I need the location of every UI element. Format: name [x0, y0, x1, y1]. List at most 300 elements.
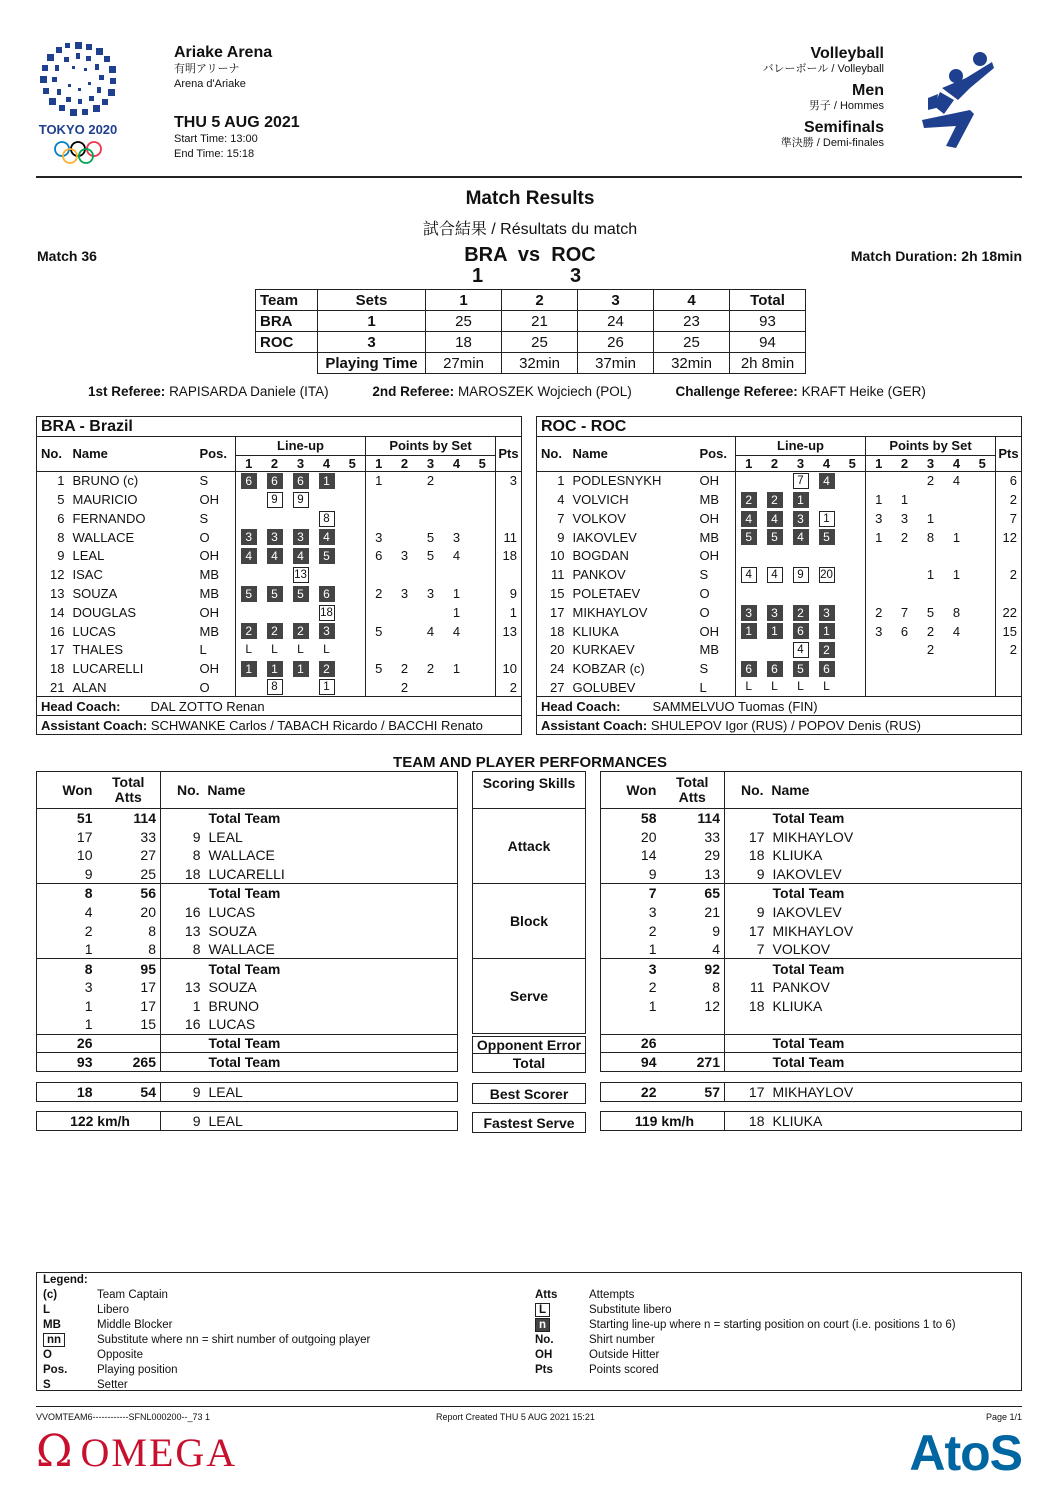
legend-key: Atts [535, 1289, 558, 1301]
lineup-cell [236, 678, 262, 697]
player-perf-row [37, 940, 458, 959]
legend-desc: Substitute where nn = shirt number of outgoing player [97, 1334, 371, 1346]
total-row [37, 1053, 458, 1072]
legend-key: nn [43, 1333, 65, 1347]
set-points [866, 546, 892, 565]
perf-player-no [725, 1053, 769, 1072]
player-perf-row [601, 978, 1022, 997]
starting-position-box: 1 [819, 623, 835, 639]
skill-serve: Serve [472, 959, 586, 1034]
lineup-cell [262, 659, 288, 678]
legend-row [37, 1348, 376, 1363]
set-points [944, 640, 970, 659]
lineup-cell [314, 678, 340, 697]
player-number: 16 [50, 623, 65, 639]
player-position: S [199, 473, 209, 489]
score-header: 3 [578, 290, 654, 311]
atts-value: 17 [97, 978, 161, 997]
set-score-table [255, 289, 806, 374]
perf-player-no: 7 [756, 941, 765, 958]
perf-player-no [161, 809, 205, 828]
set-points: 1 [926, 510, 935, 526]
lineup-cell [762, 603, 788, 622]
phase: Semifinals [803, 119, 884, 136]
player-perf-row [37, 996, 458, 1015]
set-points: 3 [866, 509, 892, 528]
assistant-coach-label: Assistant Coach: [541, 717, 648, 733]
lineup-cell [762, 509, 788, 528]
lineup-cell [236, 584, 262, 603]
won-value: 2 [648, 979, 657, 996]
starting-position-box: 3 [293, 529, 309, 545]
empty-cell [256, 353, 318, 374]
set-points [918, 678, 944, 697]
score-row-bra [256, 311, 806, 332]
lineup-cell [288, 678, 314, 697]
legend-key-cell [529, 1363, 583, 1378]
player-position: OH [699, 548, 719, 564]
atts-value: 95 [97, 959, 161, 978]
player-points [996, 584, 1022, 603]
player-position: OH [199, 661, 219, 677]
perf-roc [600, 771, 1022, 1131]
player-name: LEAL [72, 548, 105, 564]
col-name: Name [71, 437, 198, 472]
won-header: Won [626, 782, 657, 798]
set-points [366, 640, 392, 659]
lineup-cell [762, 546, 788, 565]
legend-desc: Starting line-up where n = starting position on court (i.e. positions 1 to 6) [589, 1319, 956, 1331]
player-name: ISAC [72, 567, 103, 583]
match-duration: Match Duration: 2h 18min [850, 248, 1022, 264]
score-header: 4 [654, 290, 730, 311]
player-number: 15 [550, 585, 565, 601]
player-number: 8 [57, 529, 65, 545]
set-points: 1 [866, 490, 892, 509]
player-position: S [699, 661, 709, 677]
atts-header: Total Atts [661, 772, 725, 809]
lineup-cell [340, 659, 366, 678]
lineup-cell [236, 659, 262, 678]
perf-player-name: KLIUKA [772, 847, 823, 864]
player-position: OH [199, 548, 219, 564]
legend-desc: Opposite [97, 1349, 144, 1361]
player-name: LUCARELLI [72, 661, 144, 677]
won-value: 3 [84, 979, 93, 996]
lineup-cell [788, 509, 814, 528]
starting-position-box: 6 [767, 661, 783, 677]
legend-row [37, 1378, 376, 1393]
player-points: 2 [496, 678, 522, 697]
atts-value: 65 [661, 884, 725, 903]
atts-value: 20 [97, 902, 161, 921]
won-value: 26 [640, 1035, 657, 1052]
player-perf-row [601, 846, 1022, 865]
total-row [37, 809, 458, 828]
set-points: 5 [926, 604, 935, 620]
player-name: GOLUBEV [572, 679, 636, 695]
set-points [944, 584, 970, 603]
omega-symbol-icon: Ω [36, 1426, 73, 1477]
player-row [37, 471, 522, 490]
player-points: 18 [496, 546, 522, 565]
player-row [537, 603, 1022, 622]
lineup-cell [288, 528, 314, 547]
lineup-cell [840, 584, 866, 603]
legend-desc: Substitute libero [589, 1304, 672, 1316]
set-points: 6 [366, 546, 392, 565]
player-points [496, 640, 522, 659]
set-number: 5 [970, 455, 996, 471]
set-points [866, 565, 892, 584]
no-name-header: No. Name [177, 782, 246, 798]
set-points [944, 490, 970, 509]
set-points [970, 603, 996, 622]
total-row [601, 1053, 1022, 1072]
lineup-cell [236, 546, 262, 565]
player-position: OH [199, 604, 219, 620]
lineup-header [537, 437, 1022, 456]
player-perf-row [37, 978, 458, 997]
player-perf-row [37, 846, 458, 865]
legend-key-cell [37, 1318, 91, 1333]
lineup-cell [314, 659, 340, 678]
starting-position-box: 5 [241, 586, 257, 602]
playing-time-label: Playing Time [318, 353, 426, 374]
score-cell: 3 [318, 332, 426, 353]
set-points [944, 509, 970, 528]
player-row [37, 659, 522, 678]
player-number: 18 [550, 623, 565, 639]
set-points [366, 678, 392, 697]
score-cell: 24 [578, 311, 654, 332]
libero-marker: L [823, 679, 830, 694]
player-position: S [699, 567, 709, 583]
set-number: 4 [314, 455, 340, 471]
won-value: 8 [84, 885, 93, 902]
player-name: FERNANDO [72, 510, 146, 526]
end-time: End Time: 15:18 [174, 148, 255, 160]
legend-key: n [535, 1318, 550, 1332]
player-perf-row [601, 921, 1022, 940]
set-points [366, 509, 392, 528]
perf-player-no [161, 884, 205, 903]
legend-row [37, 1318, 376, 1333]
set-points: 2 [400, 679, 409, 695]
set-points [366, 565, 392, 584]
player-position: S [199, 510, 209, 526]
legend-desc: Points scored [589, 1364, 659, 1376]
scoring-skills-header: Scoring Skills [472, 771, 586, 809]
player-points: 15 [996, 622, 1022, 641]
total-row [37, 1034, 458, 1053]
lineup-cell [840, 565, 866, 584]
lineup-cell [736, 659, 762, 678]
player-row [537, 659, 1022, 678]
lineup-cell [814, 509, 840, 528]
total-label: Total [472, 1054, 586, 1073]
set-points: 3 [900, 510, 909, 526]
head-coach [537, 697, 1022, 716]
legend-key-cell [529, 1288, 583, 1303]
perf-player-name: SOUZA [208, 979, 257, 996]
player-number: 9 [57, 548, 65, 564]
set-points: 8 [952, 604, 961, 620]
player-row [537, 584, 1022, 603]
atts-value: 29 [661, 846, 725, 865]
won-value: 20 [640, 828, 657, 845]
fastest-serve-box [36, 1111, 458, 1131]
ref1-label: 1st Referee: [88, 384, 166, 399]
player-name: DOUGLAS [72, 604, 137, 620]
lineup-cell [288, 640, 314, 659]
lineup-cell [840, 622, 866, 641]
perf-player-name: Total Team [772, 1054, 845, 1071]
atts-value: 4 [661, 940, 725, 959]
player-row [37, 490, 522, 509]
player-name: BOGDAN [572, 548, 629, 564]
player-row [37, 584, 522, 603]
lineup-cell [288, 490, 314, 509]
player-row [537, 471, 1022, 490]
lineup-cell [736, 546, 762, 565]
col-no: No. [37, 437, 71, 472]
lineup-cell [736, 622, 762, 641]
substitute-box: 9 [793, 567, 809, 583]
col-pos: Pos. [198, 437, 236, 472]
perf-bra [36, 771, 458, 1131]
team-title: ROC - ROC [537, 417, 1022, 437]
set-points [970, 546, 996, 565]
legend-key-cell [37, 1378, 91, 1393]
lineup-cell [762, 490, 788, 509]
libero-marker: L [745, 679, 753, 694]
set-points: 1 [452, 604, 461, 620]
lineup-cell [788, 659, 814, 678]
player-points [996, 659, 1022, 678]
atts-value: 271 [661, 1053, 725, 1072]
player-row [37, 546, 522, 565]
set-points [418, 509, 444, 528]
set-number: 5 [340, 455, 366, 471]
set-points [392, 603, 418, 622]
total-row [601, 1034, 1022, 1053]
player-row [537, 622, 1022, 641]
player-points: 2 [996, 565, 1022, 584]
col-name: Name [571, 437, 698, 472]
set-points [470, 622, 496, 641]
legend-key-cell [529, 1348, 583, 1363]
starting-position-box: 2 [319, 661, 335, 677]
player-row [537, 546, 1022, 565]
legend-key-cell [529, 1333, 583, 1348]
lineup-cell [814, 622, 840, 641]
perf-player-name: LUCAS [208, 903, 256, 920]
player-name: MIKHAYLOV [572, 604, 648, 620]
player-perf-row [601, 996, 1022, 1015]
lineup-cell [736, 509, 762, 528]
score-cell: 25 [426, 311, 502, 332]
player-row [37, 603, 522, 622]
lineup-cell [840, 640, 866, 659]
lineup-cell [840, 509, 866, 528]
set-points [392, 471, 418, 490]
set-points [944, 546, 970, 565]
score-header: 2 [502, 290, 578, 311]
player-number: 18 [50, 661, 65, 677]
lineup-cell [788, 678, 814, 697]
lineup-cell [236, 471, 262, 490]
set-points [970, 509, 996, 528]
player-row [537, 678, 1022, 697]
libero-marker: L [771, 679, 778, 694]
legend-desc: Middle Blocker [97, 1319, 173, 1331]
set-points [918, 490, 944, 509]
player-number: 13 [50, 585, 65, 601]
set-points [892, 546, 918, 565]
atts-value: 114 [661, 809, 725, 828]
player-position: MB [699, 642, 719, 658]
perf-player-name: WALLACE [208, 941, 275, 958]
perf-player-name: Total Team [208, 885, 281, 902]
starting-position-box: 6 [241, 473, 257, 489]
set-points [418, 565, 444, 584]
won-value: 1 [648, 997, 657, 1014]
set-points [918, 546, 944, 565]
starting-position-box: 3 [793, 511, 809, 527]
best-scorer-label: Best Scorer [472, 1083, 586, 1104]
lineup-cell [762, 659, 788, 678]
set-points [470, 509, 496, 528]
starting-position-box: 5 [293, 586, 309, 602]
starting-position-box: 6 [267, 473, 283, 489]
player-position: MB [699, 529, 719, 545]
set-points: 2 [900, 529, 909, 545]
serve-speed: 119 km/h [601, 1111, 725, 1130]
perf-player-name: Total Team [208, 960, 281, 977]
set-number: 1 [366, 455, 392, 471]
player-number: 5 [57, 491, 65, 507]
lineup-cell [314, 603, 340, 622]
player-number: 7 [557, 510, 565, 526]
player-number: 1 [57, 473, 65, 489]
player-name: LUCAS [72, 623, 116, 639]
player-perf-row [37, 902, 458, 921]
perf-player-no [161, 1034, 205, 1053]
perf-player-no: 17 [748, 828, 765, 845]
player-points [496, 490, 522, 509]
player-position: OH [699, 510, 719, 526]
perf-player-name: Total Team [772, 885, 845, 902]
player-points [996, 678, 1022, 697]
player-points [996, 546, 1022, 565]
lineup-cell [762, 565, 788, 584]
lineup-table [36, 416, 522, 735]
set-points [470, 528, 496, 547]
player-number: 12 [50, 567, 65, 583]
legend-row [37, 1333, 376, 1348]
lineup-cell [814, 603, 840, 622]
lineup-cell [340, 640, 366, 659]
lineup-cell [736, 565, 762, 584]
assistant-coach-name: SHULEPOV Igor (RUS) / POPOV Denis (RUS) [650, 717, 921, 733]
sport-name: Volleyball [810, 45, 884, 62]
set-points: 2 [926, 623, 935, 639]
legend-row [529, 1348, 962, 1363]
set-points [970, 584, 996, 603]
col-no: No. [537, 437, 571, 472]
assistant-coach-name: SCHWANKE Carlos / TABACH Ricardo / BACCHI Renato [150, 717, 483, 733]
player-points: 22 [996, 603, 1022, 622]
set-points [866, 659, 892, 678]
page-number: Page 1/1 [985, 1412, 1022, 1422]
set-points [470, 659, 496, 678]
perf-player-no: 8 [192, 941, 201, 958]
perf-player-no [161, 1053, 205, 1072]
team-title: BRA - Brazil [37, 417, 522, 437]
lineup-header [37, 437, 522, 456]
legend-key: Pts [535, 1364, 553, 1376]
set-points [418, 490, 444, 509]
substitute-box: 4 [793, 642, 809, 658]
lineup-cell [814, 546, 840, 565]
atts-value [661, 1015, 725, 1034]
starting-position-box: 2 [793, 605, 809, 621]
substitute-box: 7 [793, 473, 809, 489]
player-row [37, 509, 522, 528]
player-row [37, 678, 522, 697]
perf-player-name: PANKOV [772, 979, 830, 996]
set-points [970, 622, 996, 641]
lineup-cell [340, 622, 366, 641]
starting-position-box: 5 [793, 661, 809, 677]
player-name: WALLACE [72, 529, 135, 545]
lineup-cell [814, 528, 840, 547]
score-cell: BRA [256, 311, 318, 332]
set-points: 8 [926, 529, 935, 545]
lineup-cell [736, 640, 762, 659]
atts-value: 9 [661, 921, 725, 940]
set-points [392, 490, 418, 509]
set-points: 1 [900, 491, 909, 507]
starting-position-box: 4 [319, 529, 335, 545]
perf-player-no [725, 959, 769, 978]
lineup-cell [262, 603, 288, 622]
perf-player-name: Total Team [772, 1035, 845, 1052]
perf-player-no: 11 [749, 979, 765, 996]
perf-player-name: MIKHAYLOV [772, 1084, 854, 1101]
set-points [418, 678, 444, 697]
head-coach-label: Head Coach: [541, 698, 621, 714]
player-name: MAURICIO [72, 491, 138, 507]
player-points: 2 [996, 490, 1022, 509]
lineup-cell [262, 622, 288, 641]
starting-position-box: 6 [319, 586, 335, 602]
lineup-cell [840, 603, 866, 622]
set-points: 3 [452, 529, 461, 545]
legend-key: L [43, 1304, 51, 1316]
player-position: MB [199, 567, 219, 583]
player-position: OH [199, 491, 219, 507]
set-points [892, 584, 918, 603]
atts-value: 15 [97, 1015, 161, 1034]
starting-position-box: 2 [819, 642, 835, 658]
header-rule [36, 176, 1022, 178]
player-position: O [699, 585, 710, 601]
starting-position-box: 1 [741, 623, 757, 639]
assistant-coach [537, 716, 1022, 735]
set-points: 1 [926, 567, 935, 583]
